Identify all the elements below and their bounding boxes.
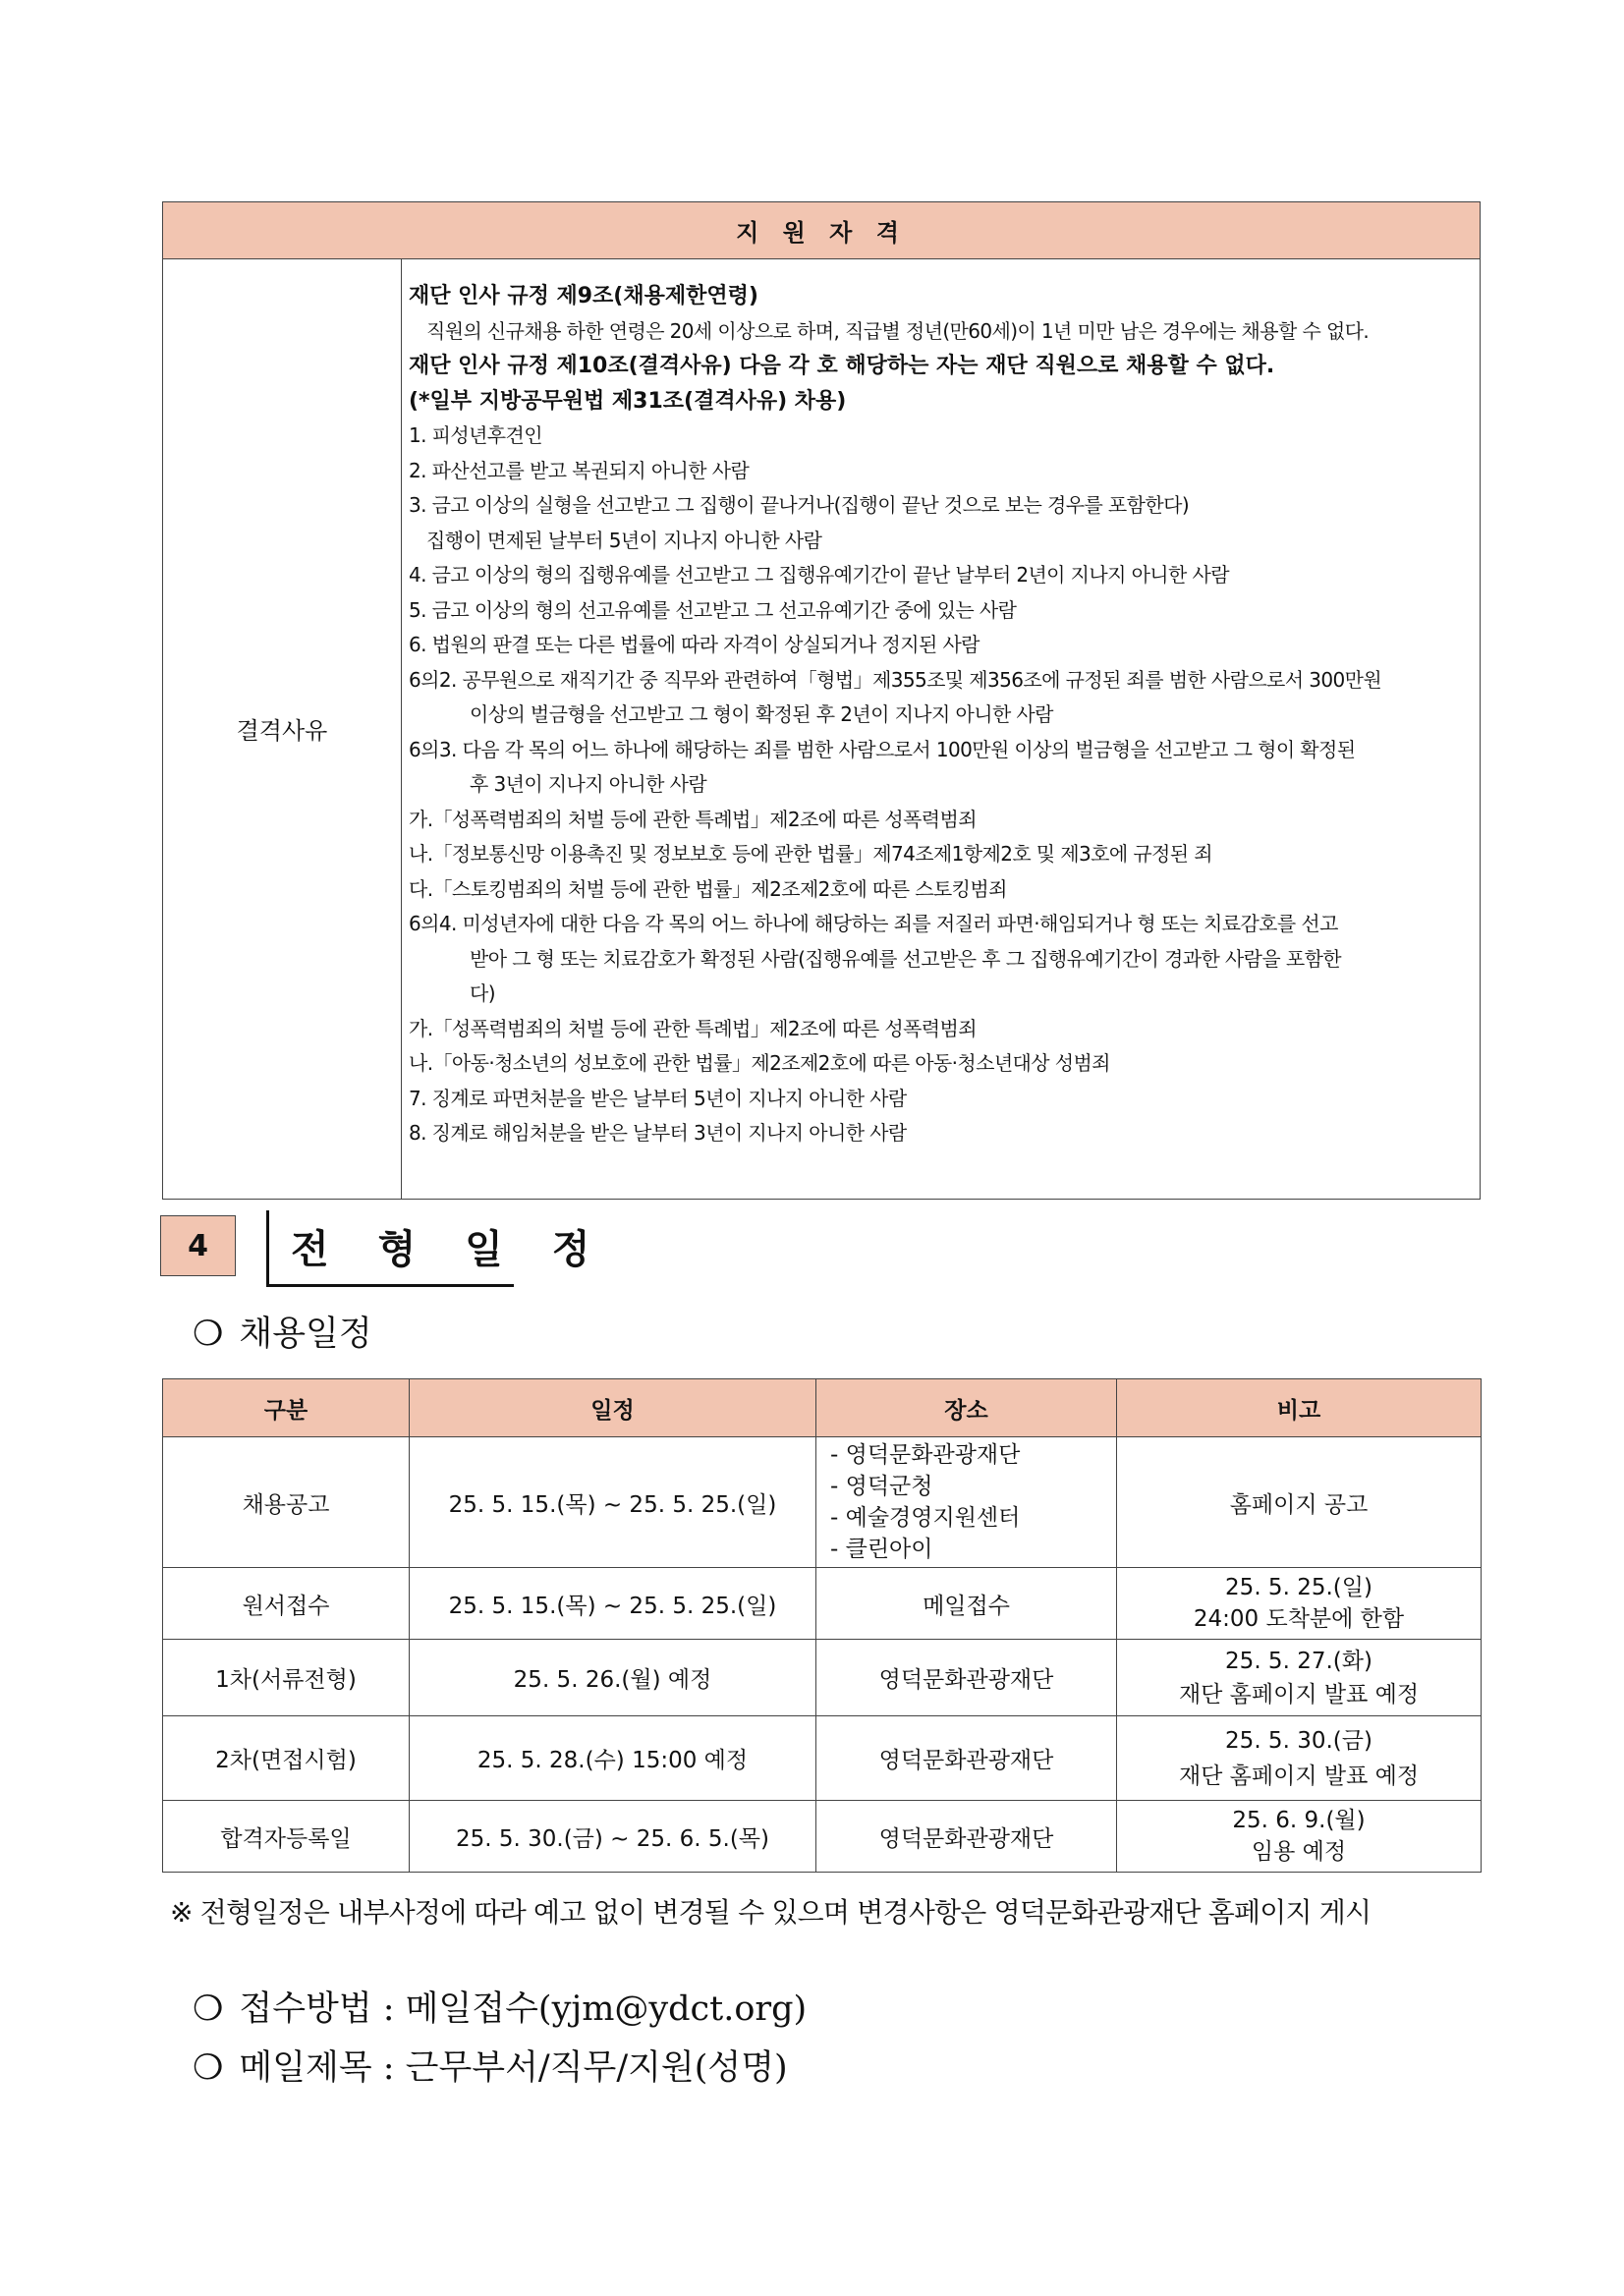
note-line: 재단 홈페이지 발표 예정 [1178,1763,1420,1789]
row-category: 원서접수 [163,1568,410,1640]
schedule-heading [193,1307,372,1356]
header-note: 비고 [1117,1379,1482,1437]
circle-bullet-icon: ❍ [193,1989,224,2029]
table-row [163,1716,1482,1801]
row-note [1117,1640,1482,1716]
qualification-line: 6의4. 미성년자에 대한 다음 각 목의 어느 하나에 해당하는 죄를 저질러 파면·해임되거나 형 또는 치료감호를 선고 [409,912,1338,935]
place-item: - 영덕문화관광재단 [830,1442,1021,1468]
qualification-header: 지 원 자 격 [163,202,1480,259]
row-note [1117,1568,1482,1640]
row-date: 25. 5. 15.(목) ~ 25. 5. 25.(일) [410,1568,816,1640]
qualification-line: 4. 금고 이상의 형의 집행유예를 선고받고 그 집행유예기간이 끝난 날부터 2년이 지나지 아니한 사람 [409,563,1229,587]
qualification-line: 나.「아동·청소년의 성보호에 관한 법률」제2조제2호에 따른 아동·청소년대상 성범죄 [409,1051,1110,1075]
circle-bullet-icon: ❍ [193,2048,224,2088]
note-line: 임용 예정 [1251,1839,1347,1865]
schedule-heading-text: 채용일정 [239,1315,372,1354]
qualification-line: 재단 인사 규정 제10조(결격사유) 다음 각 호 해당하는 자는 재단 직원으로 채용할 수 없다. [409,354,1275,378]
section-title: 전 형 일 정 [291,1227,608,1272]
place-item: - 예술경영지원센터 [830,1505,1021,1531]
qualification-table [162,201,1481,1200]
row-note [1117,1716,1482,1801]
table-header-row [163,1379,1482,1437]
section-underline [266,1284,514,1287]
email-subject-text: 메일제목 : 근무부서/직무/지원(성명) [239,2048,788,2088]
qualification-line: 6의2. 공무원으로 재직기간 중 직무와 관련하여「형법」제355조및 제356조에 규정된 죄를 범한 사람으로서 300만원 [409,667,1382,692]
note-line: 홈페이지 공고 [1229,1491,1369,1518]
section-number: 4 [160,1215,236,1276]
row-date: 25. 5. 26.(월) 예정 [410,1640,816,1716]
qualification-line: 1. 피성년후견인 [409,423,542,447]
qualification-line: 6의3. 다음 각 목의 어느 하나에 해당하는 죄를 범한 사람으로서 100만원 이상의 벌금형을 선고받고 그 형이 확정된 [409,737,1356,761]
qualification-line: 재단 인사 규정 제9조(채용제한연령) [409,284,758,308]
note-line: 25. 6. 9.(월) [1232,1808,1366,1833]
row-date: 25. 5. 30.(금) ~ 25. 6. 5.(목) [410,1801,816,1873]
note-line: 재단 홈페이지 발표 예정 [1178,1681,1420,1708]
disqualification-label: 결격사유 [163,258,402,1199]
table-row [163,1437,1482,1568]
qualification-line: 다.「스토킹범죄의 처벌 등에 관한 법률」제2조제2호에 따른 스토킹범죄 [409,876,1007,901]
note-line: 24:00 도착분에 한함 [1193,1606,1405,1632]
circle-bullet-icon: ❍ [193,1315,224,1354]
qualification-line: 후 3년이 지나지 아니한 사람 [470,772,707,796]
table-row [163,1640,1482,1716]
qualification-line: 다) [470,981,495,1005]
qualification-line: 집행이 면제된 날부터 5년이 지나지 아니한 사람 [426,528,822,552]
row-place: 영덕문화관광재단 [816,1801,1117,1873]
row-category: 1차(서류전형) [163,1640,410,1716]
disqualification-content [409,279,1472,1151]
qualification-line: 가.「성폭력범죄의 처벌 등에 관한 특례법」제2조에 따른 성폭력범죄 [409,1016,977,1040]
note-line: 25. 5. 30.(금) [1225,1727,1372,1754]
row-date: 25. 5. 15.(목) ~ 25. 5. 25.(일) [410,1437,816,1568]
row-place: 영덕문화관광재단 [816,1640,1117,1716]
schedule-notice: ※ 전형일정은 내부사정에 따라 예고 없이 변경될 수 있으며 변경사항은 영덕문화관광재단 홈페이지 게시 [170,1896,1372,1929]
qualification-line: 이상의 벌금형을 선고받고 그 형이 확정된 후 2년이 지나지 아니한 사람 [470,702,1053,726]
row-date: 25. 5. 28.(수) 15:00 예정 [410,1716,816,1801]
row-place: 메일접수 [816,1568,1117,1640]
row-category: 2차(면접시험) [163,1716,410,1801]
qualification-line: 3. 금고 이상의 실형을 선고받고 그 집행이 끝나거나(집행이 끝난 것으로 보는 경우를 포함한다) [409,493,1190,517]
section-divider [266,1210,269,1287]
qualification-line: 직원의 신규채용 하한 연령은 20세 이상으로 하며, 직급별 정년(만60세)이 1년 미만 남은 경우에는 채용할 수 없다. [426,318,1370,343]
email-subject [193,2041,788,2090]
application-method-text: 접수방법 : 메일접수(yjm@ydct.org) [239,1989,808,2029]
place-item: - 영덕군청 [830,1474,933,1499]
row-place [816,1437,1117,1568]
header-category: 구분 [163,1379,410,1437]
row-note [1117,1801,1482,1873]
row-category: 채용공고 [163,1437,410,1568]
note-line: 25. 5. 25.(일) [1225,1575,1372,1600]
note-line: 25. 5. 27.(화) [1225,1648,1372,1674]
qualification-line: 가.「성폭력범죄의 처벌 등에 관한 특례법」제2조에 따른 성폭력범죄 [409,807,977,831]
table-row [163,1568,1482,1640]
header-place: 장소 [816,1379,1117,1437]
place-item: - 클린아이 [830,1537,933,1562]
application-method [193,1982,807,2031]
row-note [1117,1437,1482,1568]
qualification-line: (*일부 지방공무원법 제31조(결격사유) 차용) [409,388,847,414]
qualification-line: 나.「정보통신망 이용촉진 및 정보보호 등에 관한 법률」제74조제1항제2호 및 제3호에 규정된 죄 [409,842,1212,866]
qualification-line: 8. 징계로 해임처분을 받은 날부터 3년이 지나지 아니한 사람 [409,1121,907,1145]
qualification-line: 2. 파산선고를 받고 복권되지 아니한 사람 [409,458,750,482]
qualification-line: 5. 금고 이상의 형의 선고유예를 선고받고 그 선고유예기간 중에 있는 사람 [409,597,1017,622]
qualification-line: 6. 법원의 판결 또는 다른 법률에 따라 자격이 상실되거나 정지된 사람 [409,633,980,656]
row-place: 영덕문화관광재단 [816,1716,1117,1801]
table-row [163,1801,1482,1873]
row-category: 합격자등록일 [163,1801,410,1873]
qualification-line: 받아 그 형 또는 치료감호가 확정된 사람(집행유예를 선고받은 후 그 집행유예기간이 경과한 사람을 포함한 [470,946,1342,971]
header-date: 일정 [410,1379,816,1437]
schedule-table [162,1378,1482,1873]
qualification-line: 7. 징계로 파면처분을 받은 날부터 5년이 지나지 아니한 사람 [409,1086,907,1110]
